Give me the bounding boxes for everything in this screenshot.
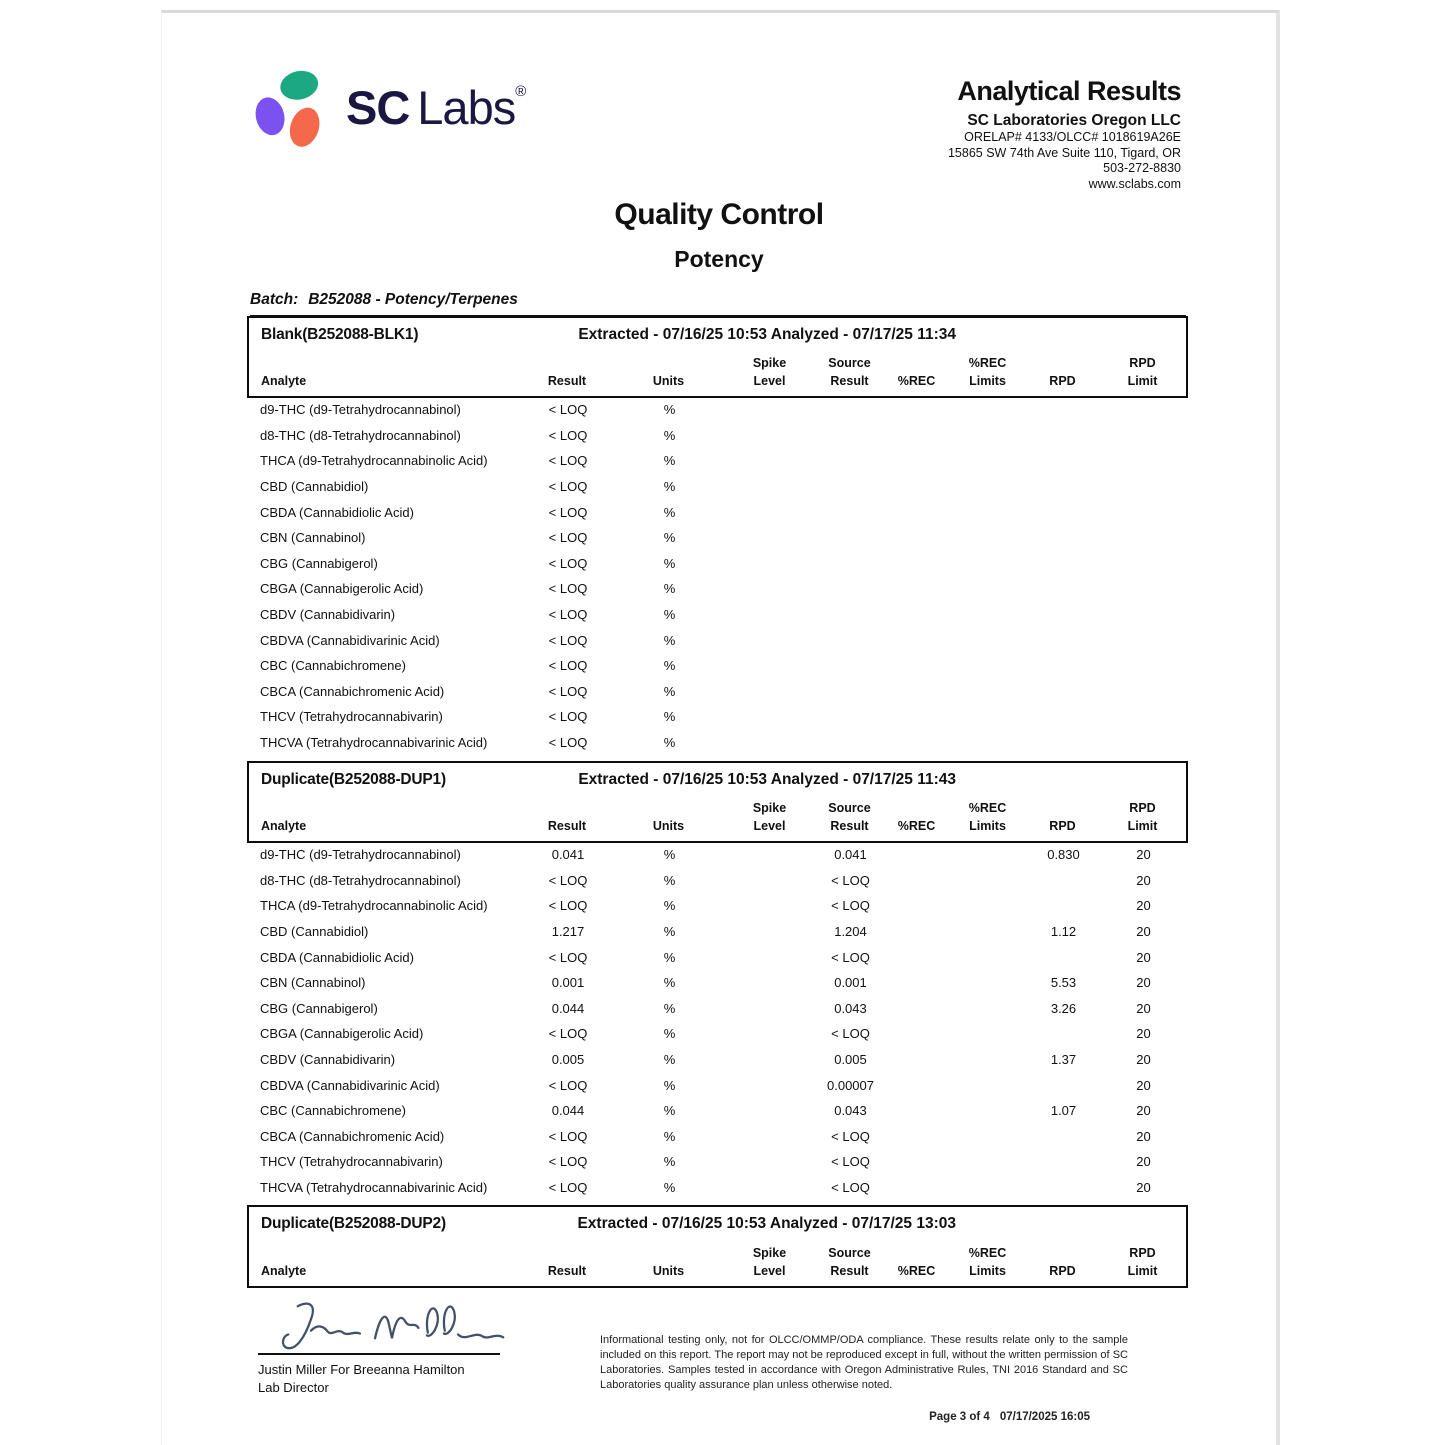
column-header: RPD	[1049, 1263, 1076, 1278]
cell-units: %	[663, 949, 676, 965]
lab-address: 15865 SW 74th Ave Suite 110, Tigard, OR	[947, 145, 1181, 160]
table-row	[250, 397, 1185, 423]
report-page	[161, 10, 1280, 1445]
cell-units: %	[663, 1103, 676, 1119]
cell-analyte: CBD (Cannabidiol)	[260, 479, 369, 495]
brand-wordmark	[346, 80, 525, 135]
cell-rpd: 1.07	[1050, 1103, 1077, 1119]
cell-rpd: 0.830	[1047, 847, 1080, 863]
dup1-table-rows	[250, 842, 1185, 1200]
cell-units: %	[663, 555, 676, 571]
cell-rpd: 3.26	[1050, 1000, 1077, 1016]
cell-units: %	[663, 847, 676, 863]
cell-result: < LOQ	[548, 581, 588, 597]
cell-analyte: THCA (d9-Tetrahydrocannabinolic Acid)	[260, 453, 488, 469]
batch-label: Batch:	[250, 291, 299, 308]
column-header: %REC Limits	[968, 801, 1007, 833]
column-header: Analyte	[261, 373, 307, 388]
sclabs-logo-icon	[250, 65, 332, 153]
cell-result: < LOQ	[548, 632, 588, 648]
cell-result: < LOQ	[548, 1128, 588, 1144]
table-row	[250, 996, 1185, 1022]
lab-website: www.sclabs.com	[1088, 177, 1181, 191]
qc-section-header-dup1	[247, 761, 1188, 843]
cell-rpd-limit: 20	[1136, 847, 1151, 863]
cell-source-result: < LOQ	[831, 898, 870, 914]
cell-rpd: 1.12	[1050, 924, 1077, 940]
column-header: Source Result	[828, 801, 871, 833]
cell-source-result: 0.041	[834, 847, 867, 863]
table-row	[250, 893, 1185, 919]
cell-result: < LOQ	[548, 607, 588, 623]
cell-rpd-limit: 20	[1136, 1103, 1151, 1119]
cell-analyte: CBG (Cannabigerol)	[260, 1000, 378, 1016]
cell-rpd-limit: 20	[1136, 872, 1151, 888]
cell-analyte: CBC (Cannabichromene)	[260, 1103, 406, 1119]
cell-units: %	[663, 402, 676, 418]
cell-analyte: CBDV (Cannabidivarin)	[260, 607, 396, 623]
cell-analyte: CBDVA (Cannabidivarinic Acid)	[260, 632, 440, 648]
table-row	[250, 842, 1185, 868]
table-row	[250, 679, 1185, 705]
brand-sc: SC	[346, 80, 410, 134]
cell-result: < LOQ	[548, 402, 588, 418]
cell-analyte: THCVA (Tetrahydrocannabivarinic Acid)	[260, 1180, 488, 1196]
cell-analyte: CBD (Cannabidiol)	[260, 924, 369, 940]
section-timing: Extracted - 07/16/25 10:53 Analyzed - 07/17/25 11:34	[578, 326, 956, 343]
cell-units: %	[663, 530, 676, 546]
cell-units: %	[663, 479, 676, 495]
cell-units: %	[663, 504, 676, 520]
registered-mark: ®	[515, 82, 526, 100]
cell-result: < LOQ	[548, 658, 588, 674]
cell-result: 0.001	[551, 975, 585, 991]
sclabs-logo	[250, 65, 525, 153]
cell-rpd-limit: 20	[1136, 924, 1151, 940]
cell-analyte: CBGA (Cannabigerolic Acid)	[260, 1026, 424, 1042]
cell-units: %	[663, 632, 676, 648]
cell-source-result: < LOQ	[831, 1026, 870, 1042]
table-row	[250, 1175, 1185, 1201]
table-row	[250, 1021, 1185, 1047]
cell-analyte: d9-THC (d9-Tetrahydrocannabinol)	[260, 402, 461, 418]
column-header: %REC	[897, 373, 936, 388]
column-header: Units	[652, 1263, 685, 1278]
cell-source-result: 0.043	[834, 1000, 867, 1016]
cell-source-result: < LOQ	[831, 1128, 870, 1144]
column-header: Source Result	[828, 356, 871, 388]
table-row	[250, 653, 1185, 679]
column-header: %REC Limits	[968, 356, 1007, 388]
column-headers	[249, 800, 1184, 841]
cell-units: %	[663, 1026, 676, 1042]
cell-analyte: CBDA (Cannabidiolic Acid)	[260, 504, 414, 520]
cell-rpd-limit: 20	[1136, 1000, 1151, 1016]
column-header: %REC	[897, 1263, 936, 1278]
table-row	[250, 525, 1185, 551]
cell-analyte: THCV (Tetrahydrocannabivarin)	[260, 1154, 443, 1170]
column-header: Result	[547, 1263, 587, 1278]
table-row	[250, 423, 1185, 449]
cell-result: < LOQ	[548, 530, 588, 546]
table-row	[250, 730, 1185, 756]
cell-rpd-limit: 20	[1136, 1180, 1151, 1196]
cell-source-result: 1.204	[834, 924, 867, 940]
table-row	[250, 1149, 1185, 1175]
lab-license: ORELAP# 4133/OLCC# 1018619A26E	[964, 130, 1181, 145]
cell-source-result: < LOQ	[831, 1154, 870, 1170]
column-header: Result	[547, 373, 587, 388]
table-row	[250, 970, 1185, 996]
signature-rule	[258, 1353, 500, 1355]
cell-analyte: CBDA (Cannabidiolic Acid)	[260, 949, 414, 965]
cell-analyte: CBGA (Cannabigerolic Acid)	[260, 581, 424, 597]
cell-analyte: CBG (Cannabigerol)	[260, 555, 378, 571]
signer-title: Lab Director	[258, 1380, 329, 1395]
cell-result: 0.005	[551, 1052, 585, 1068]
cell-analyte: THCV (Tetrahydrocannabivarin)	[260, 709, 443, 725]
cell-result: < LOQ	[548, 479, 588, 495]
batch-line	[250, 291, 1186, 316]
column-headers	[249, 355, 1184, 396]
cell-units: %	[663, 427, 676, 443]
column-header: Spike Level	[752, 356, 787, 388]
cell-result: < LOQ	[548, 1180, 588, 1196]
cell-units: %	[663, 1128, 676, 1144]
cell-source-result: < LOQ	[831, 1180, 870, 1196]
column-header: Spike Level	[752, 1246, 787, 1278]
column-headers	[249, 1245, 1184, 1286]
lab-info-block	[948, 75, 1181, 193]
disclaimer-text: Informational testing only, not for OLCC/OMMP/ODA compliance. These results relate only to the sample included on this report. The report may not be reproduced except in full, without the written permission of SC Laboratories. Samples tested in accordance with Oregon Administrative Rules, TNI 2016 Standard and SC Laboratories quality assurance plan unless otherwise noted.	[600, 1334, 1128, 1391]
page-title: Quality Control	[614, 198, 824, 231]
cell-units: %	[663, 898, 676, 914]
qc-section-header-dup2	[247, 1205, 1188, 1288]
brand-labs: Labs	[417, 80, 516, 134]
page-footer	[929, 1411, 1090, 1423]
cell-source-result: 0.00007	[827, 1077, 874, 1093]
lab-phone: 503-272-8830	[1103, 161, 1181, 176]
signature-icon	[262, 1293, 522, 1359]
cell-rpd-limit: 20	[1136, 1077, 1151, 1093]
table-row	[250, 602, 1185, 628]
cell-units: %	[663, 607, 676, 623]
cell-result: 0.044	[551, 1000, 585, 1016]
batch-value: B252088 - Potency/Terpenes	[308, 291, 518, 308]
table-row	[250, 474, 1185, 500]
cell-analyte: d8-THC (d8-Tetrahydrocannabinol)	[260, 427, 461, 443]
cell-result: < LOQ	[548, 872, 588, 888]
column-header: Source Result	[828, 1246, 871, 1278]
cell-units: %	[663, 1154, 676, 1170]
section-name: Blank(B252088-BLK1)	[261, 326, 419, 343]
cell-units: %	[663, 581, 676, 597]
table-row	[250, 1098, 1185, 1124]
cell-rpd-limit: 20	[1136, 1154, 1151, 1170]
column-header: Result	[547, 818, 587, 833]
cell-result: < LOQ	[548, 1154, 588, 1170]
table-row	[250, 919, 1185, 945]
page-number: Page 3 of 4	[929, 1411, 990, 1423]
cell-result: < LOQ	[548, 453, 588, 469]
cell-rpd: 5.53	[1050, 975, 1077, 991]
cell-analyte: CBC (Cannabichromene)	[260, 658, 406, 674]
cell-analyte: d8-THC (d8-Tetrahydrocannabinol)	[260, 872, 461, 888]
cell-units: %	[663, 453, 676, 469]
cell-units: %	[663, 872, 676, 888]
column-header: Units	[652, 373, 685, 388]
table-row	[250, 1047, 1185, 1073]
table-row	[250, 499, 1185, 525]
cell-analyte: CBCA (Cannabichromenic Acid)	[260, 1128, 445, 1144]
cell-analyte: CBN (Cannabinol)	[260, 530, 366, 546]
cell-analyte: d9-THC (d9-Tetrahydrocannabinol)	[260, 847, 461, 863]
cell-result: < LOQ	[548, 949, 588, 965]
cell-units: %	[663, 924, 676, 940]
cell-units: %	[663, 1077, 676, 1093]
table-row	[250, 944, 1185, 970]
cell-result: < LOQ	[548, 504, 588, 520]
cell-units: %	[663, 975, 676, 991]
column-header: RPD Limit	[1127, 1246, 1158, 1278]
cell-result: < LOQ	[548, 555, 588, 571]
cell-result: 1.217	[551, 924, 585, 940]
table-row	[250, 627, 1185, 653]
cell-rpd-limit: 20	[1136, 1052, 1151, 1068]
page-subtitle: Potency	[674, 246, 764, 272]
table-row	[250, 551, 1185, 577]
blank-table-rows	[250, 397, 1185, 755]
cell-result: < LOQ	[548, 735, 588, 751]
cell-source-result: < LOQ	[831, 872, 870, 888]
column-header: %REC	[897, 818, 936, 833]
column-header: Analyte	[261, 818, 307, 833]
column-header: RPD Limit	[1127, 801, 1158, 833]
cell-rpd-limit: 20	[1136, 949, 1151, 965]
column-header: RPD Limit	[1127, 356, 1158, 388]
cell-result: < LOQ	[548, 898, 588, 914]
cell-result: < LOQ	[548, 1026, 588, 1042]
cell-rpd-limit: 20	[1136, 975, 1151, 991]
cell-result: < LOQ	[548, 1077, 588, 1093]
qc-section-header-blank	[247, 316, 1188, 398]
cell-rpd: 1.37	[1050, 1052, 1077, 1068]
cell-units: %	[663, 683, 676, 699]
column-header: RPD	[1049, 818, 1076, 833]
column-header: Analyte	[261, 1263, 307, 1278]
cell-result: 0.041	[551, 847, 585, 863]
cell-analyte: CBDV (Cannabidivarin)	[260, 1052, 396, 1068]
cell-analyte: CBDVA (Cannabidivarinic Acid)	[260, 1077, 440, 1093]
cell-analyte: THCVA (Tetrahydrocannabivarinic Acid)	[260, 735, 488, 751]
column-header: %REC Limits	[968, 1246, 1007, 1278]
cell-rpd-limit: 20	[1136, 1026, 1151, 1042]
cell-source-result: 0.043	[834, 1103, 867, 1119]
cell-units: %	[663, 1052, 676, 1068]
section-name: Duplicate(B252088-DUP2)	[261, 1215, 446, 1232]
cell-rpd-limit: 20	[1136, 1128, 1151, 1144]
cell-source-result: 0.005	[834, 1052, 867, 1068]
table-row	[250, 576, 1185, 602]
cell-analyte: THCA (d9-Tetrahydrocannabinolic Acid)	[260, 898, 488, 914]
column-header: Units	[652, 818, 685, 833]
cell-source-result: < LOQ	[831, 949, 870, 965]
section-name: Duplicate(B252088-DUP1)	[261, 771, 446, 788]
section-timing: Extracted - 07/16/25 10:53 Analyzed - 07/17/25 11:43	[578, 771, 956, 788]
cell-units: %	[663, 735, 676, 751]
analytical-results-title: Analytical Results	[957, 76, 1181, 106]
footer-datetime: 07/17/2025 16:05	[999, 1411, 1090, 1423]
cell-result: < LOQ	[548, 683, 588, 699]
cell-units: %	[663, 658, 676, 674]
cell-units: %	[663, 709, 676, 725]
section-timing: Extracted - 07/16/25 10:53 Analyzed - 07/17/25 13:03	[577, 1215, 956, 1232]
cell-analyte: CBCA (Cannabichromenic Acid)	[260, 683, 445, 699]
cell-result: 0.044	[551, 1103, 585, 1119]
cell-result: < LOQ	[548, 427, 588, 443]
table-row	[250, 1072, 1185, 1098]
table-row	[250, 868, 1185, 894]
signer-name: Justin Miller For Breeanna Hamilton	[258, 1362, 465, 1377]
cell-analyte: CBN (Cannabinol)	[260, 975, 366, 991]
cell-units: %	[663, 1180, 676, 1196]
cell-source-result: 0.001	[834, 975, 867, 991]
table-row	[250, 448, 1185, 474]
signature-block	[258, 1293, 598, 1395]
cell-units: %	[663, 1000, 676, 1016]
column-header: RPD	[1049, 373, 1076, 388]
cell-rpd-limit: 20	[1136, 898, 1151, 914]
column-header: Spike Level	[752, 801, 787, 833]
cell-result: < LOQ	[548, 709, 588, 725]
lab-company: SC Laboratories Oregon LLC	[967, 111, 1181, 129]
table-row	[250, 1124, 1185, 1150]
table-row	[250, 704, 1185, 730]
